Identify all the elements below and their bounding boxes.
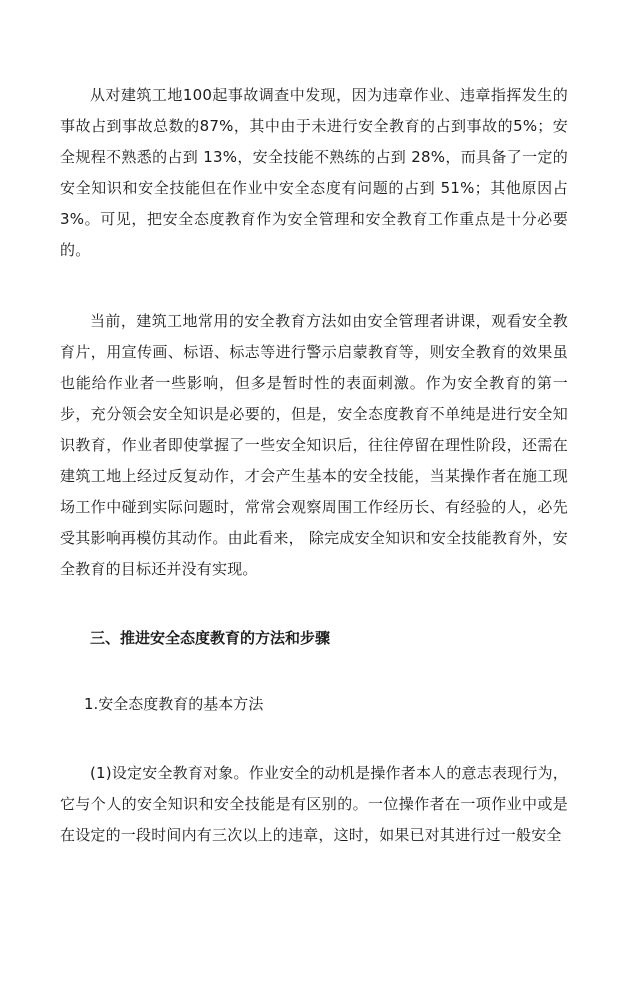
- section-heading: 三、推进安全态度教育的方法和步骤: [90, 629, 331, 647]
- document-page: [60, 80, 568, 851]
- subsection-heading: 1.安全态度教育的基本方法: [84, 695, 264, 713]
- paragraph-accident-statistics: 从对建筑工地100起事故调查中发现，因为违章作业、违章指挥发生的事故占到事故总数的87%，其中由于未进行安全教育的占到事故的5%；安全规程不熟悉的占到 13%，安全技能不熟练的占到 28%，而具备了一定的安全知识和安全技能但在作业中安全态度有问题的占到 51%；其他原因占3%。可见，把安全态度教育作为安全管理和安全教育工作重点是十分必要的。: [60, 86, 568, 259]
- paragraph-set-target: (1)设定安全教育对象。作业安全的动机是操作者本人的意志表现行为，它与个人的安全知识和安全技能是有区别的。一位操作者在一项作业中或是在设定的一段时间内有三次以上的违章，这时，如果已对其进行过一般安全: [60, 764, 568, 844]
- paragraph-current-methods: 当前，建筑工地常用的安全教育方法如由安全管理者讲课，观看安全教育片，用宣传画、标语、标志等进行警示启蒙教育等，则安全教育的效果虽也能给作业者一些影响，但多是暂时性的表面刺激。作为安全教育的第一步，充分领会安全知识是必要的，但是，安全态度教育不单纯是进行安全知识教育，作业者即使掌握了一些安全知识后，往往停留在理性阶段，还需在建筑工地上经过反复动作，才会产生基本的安全技能，当某操作者在施工现场工作中碰到实际问题时，常常会观察周围工作经历长、有经验的人，必先受其影响再模仿其动作。由此看来， 除完成安全知识和安全技能教育外，安全教育的目标还并没有实现。: [60, 312, 568, 578]
